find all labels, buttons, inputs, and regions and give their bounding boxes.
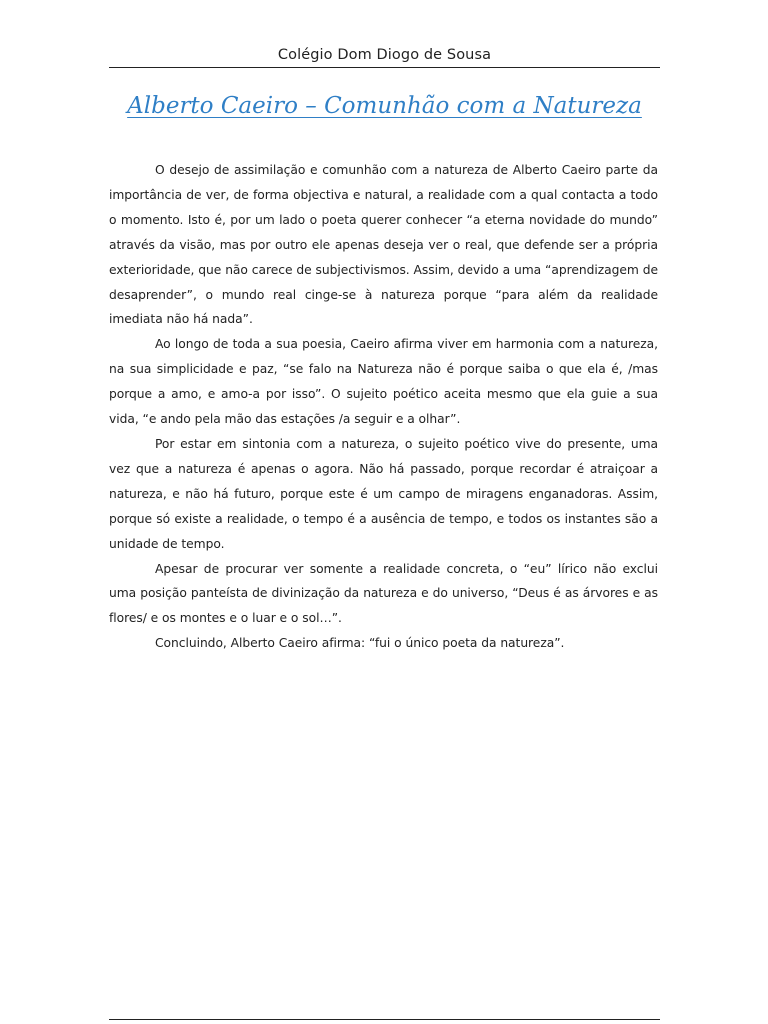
document-body	[109, 158, 658, 656]
paragraph-2: Ao longo de toda a sua poesia, Caeiro afirma viver em harmonia com a natureza, na sua simplicidade e paz, “se falo na Natureza não é porque saiba o que ela é, /mas porque a amo, e amo-a por isso”. O sujeito poético aceita mesmo que ela guie a sua vida, “e ando pela mão das estações /a seguir e a olhar”.	[109, 337, 658, 427]
paragraph-5: Concluindo, Alberto Caeiro afirma: “fui o único poeta da natureza”.	[155, 636, 565, 651]
page-header	[109, 44, 660, 68]
paragraph-4: Apesar de procurar ver somente a realidade concreta, o “eu” lírico não exclui uma posição panteísta de divinização da natureza e do universo, “Deus é as árvores e as flores/ e os montes e o luar e o sol…”.	[109, 561, 658, 626]
paragraph-1: O desejo de assimilação e comunhão com a natureza de Alberto Caeiro parte da importância de ver, de forma objectiva e natural, a realidade com a qual contacta a todo o momento. Isto é, por um lado o poeta querer conhecer “a eterna novidade do mundo” através da visão, mas por outro ele apenas deseja ver o real, que defende ser a própria exterioridade, que não carece de subjectivismos. Assim, devido a uma “aprendizagem de desaprender”, o mundo real cinge-se à natureza porque “para além da realidade imediata não há nada”.	[109, 163, 658, 327]
document-title: Alberto Caeiro – Comunhão com a Natureza	[127, 93, 642, 119]
paragraph-3: Por estar em sintonia com a natureza, o sujeito poético vive do presente, uma vez que a natureza é apenas o agora. Não há passado, porque recordar é atraiçoar a natureza, e não há futuro, porque este é um campo de miragens enganadoras. Assim, porque só existe a realidade, o tempo é a ausência de tempo, e todos os instantes são a unidade de tempo.	[109, 436, 658, 551]
school-name: Colégio Dom Diogo de Sousa	[277, 47, 492, 63]
footer-rule	[109, 1019, 660, 1020]
